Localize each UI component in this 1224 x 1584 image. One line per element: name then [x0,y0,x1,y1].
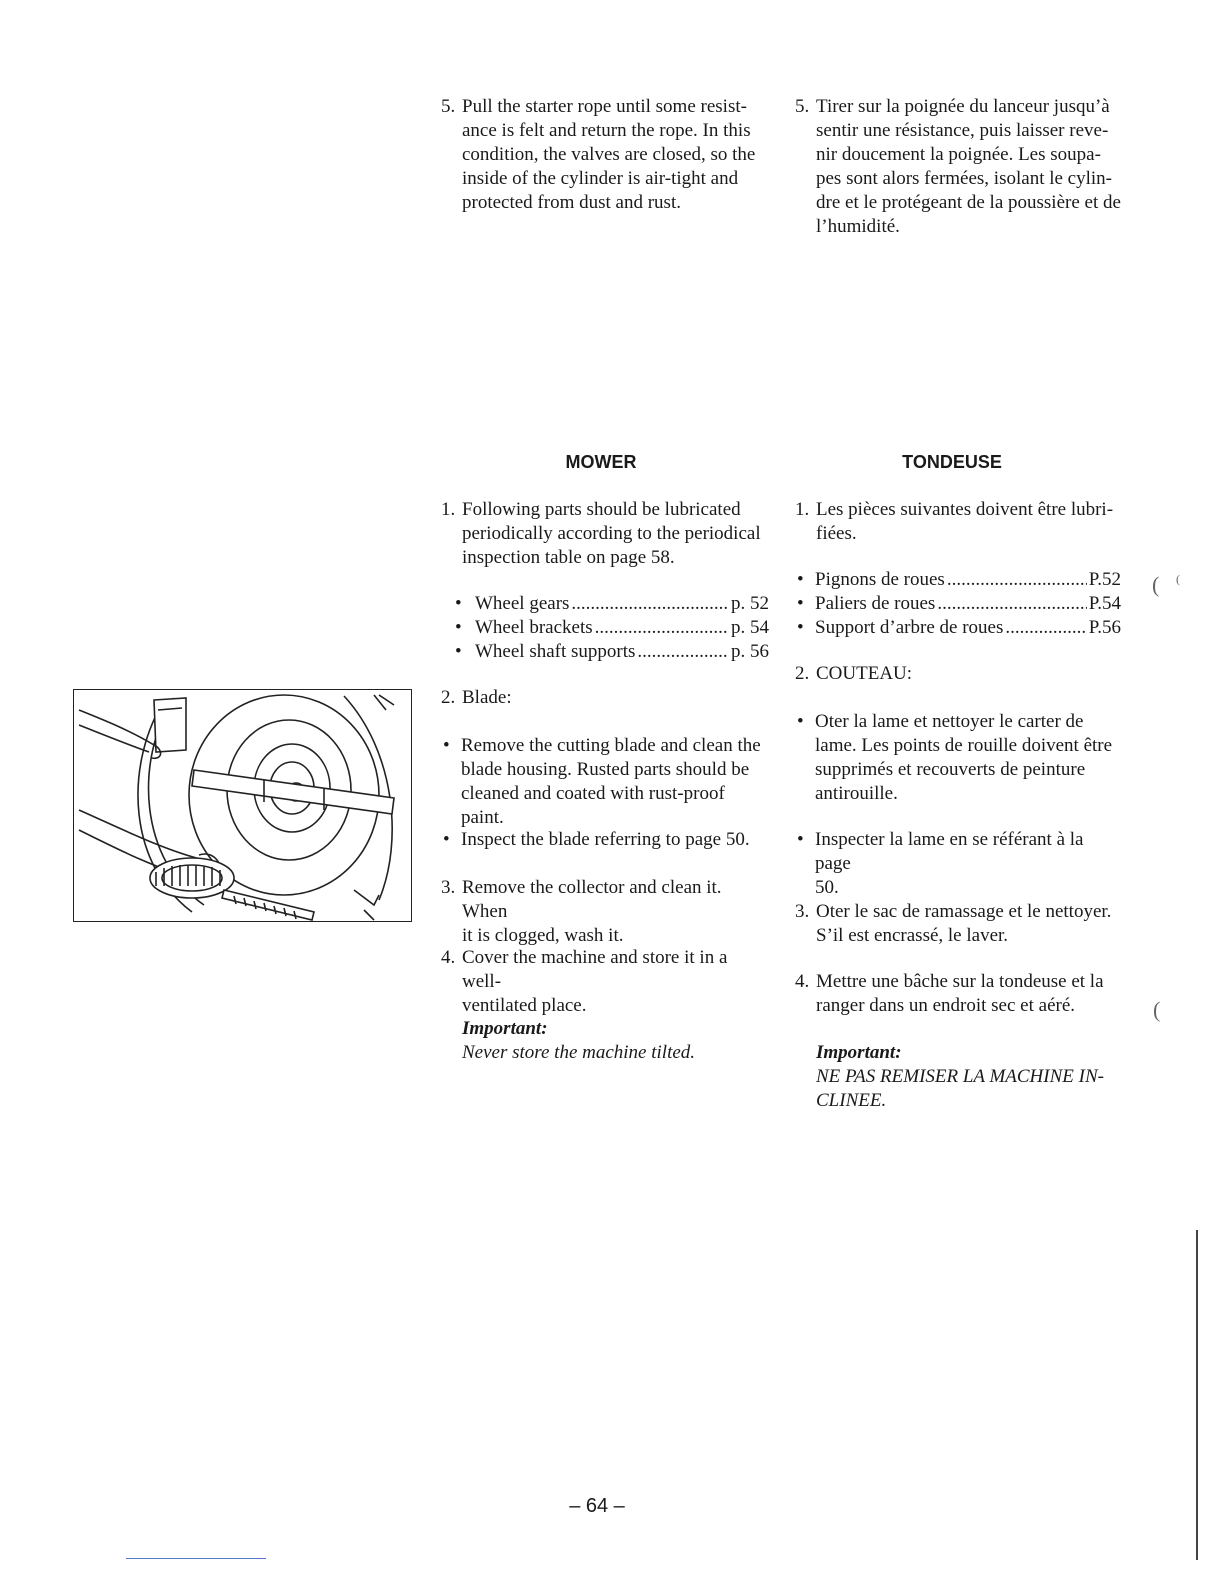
fr-item-2: 2. COUTEAU: [795,663,913,684]
scan-edge-line [1196,1230,1198,1560]
list-item: • Pignons de roues ..... P.52 [795,568,1121,592]
en-step-5: 5. Pull the starter rope until some resist- ance is felt and return the rope. In this condition, the valves are closed, so the inside of the cylinder is air-tight and protected from dust and rust. [441,96,756,213]
scan-underline [126,1558,266,1559]
fr-item-3: 3. Oter le sac de ramassage et le nettoyer. S’il est encrassé, le laver. [795,901,1112,946]
list-item: • Wheel brackets ..... p. 54 [441,616,769,640]
fr-item-2-bullet-1: • Oter la lame et nettoyer le carter de lame. Les points de rouille doivent être supprimés et recouverts de peinture antirouille. [797,711,1113,804]
list-item: • Wheel gears ..... p. 52 [441,592,769,616]
fr-item-4: 4. Mettre une bâche sur la tondeuse et la ranger dans un endroit sec et aéré. [795,971,1104,1016]
fr-item-2-bullet-2: • Inspecter la lame en se référant à la page 50. [797,829,1084,898]
margin-mark: ( [1176,572,1180,586]
en-item-2-bullet-2: • Inspect the blade referring to page 50. [443,829,750,850]
en-item-3: 3. Remove the collector and clean it. When it is clogged, wash it. [441,877,722,946]
en-item-1: 1. Following parts should be lubricated periodically according to the periodical inspection table on page 58. [441,499,761,568]
list-item: • Wheel shaft supports ..... p. 56 [441,640,769,664]
page-number: – 64 – [569,1495,625,1517]
en-item-2-bullet-1: • Remove the cutting blade and clean the blade housing. Rusted parts should be cleaned and coated with rust-proof paint. [443,735,761,828]
en-item-2: 2. Blade: [441,687,512,708]
fr-heading-tondeuse: TONDEUSE [902,452,1002,472]
margin-mark: ( [1153,997,1161,1022]
mower-cleaning-illustration [73,689,412,922]
en-parts-list [441,592,769,664]
mower-blade-housing-drawing [74,690,412,922]
list-item: • Paliers de roues ..... P.54 [795,592,1121,616]
fr-item-1: 1. Les pièces suivantes doivent être lubri- fiées. [795,499,1114,544]
fr-step-5: 5. Tirer sur la poignée du lanceur jusqu’à sentir une résistance, puis laisser reve- nir doucement la poignée. Les soupa- pes sont alors fermées, isolant le cylin- dre et le protégeant de la poussière et de l’humidité. [795,96,1121,237]
fr-important: Important: NE PAS REMISER LA MACHINE IN- CLINEE. [816,1042,1104,1111]
list-item: • Support d’arbre de roues ..... P.56 [795,616,1121,640]
en-important: Important: Never store the machine tilted. [462,1018,696,1063]
margin-mark: ( [1152,572,1160,597]
fr-parts-list [795,568,1121,640]
en-item-4: 4. Cover the machine and store it in a well- ventilated place. [441,947,728,1016]
en-heading-mower: MOWER [565,452,637,472]
